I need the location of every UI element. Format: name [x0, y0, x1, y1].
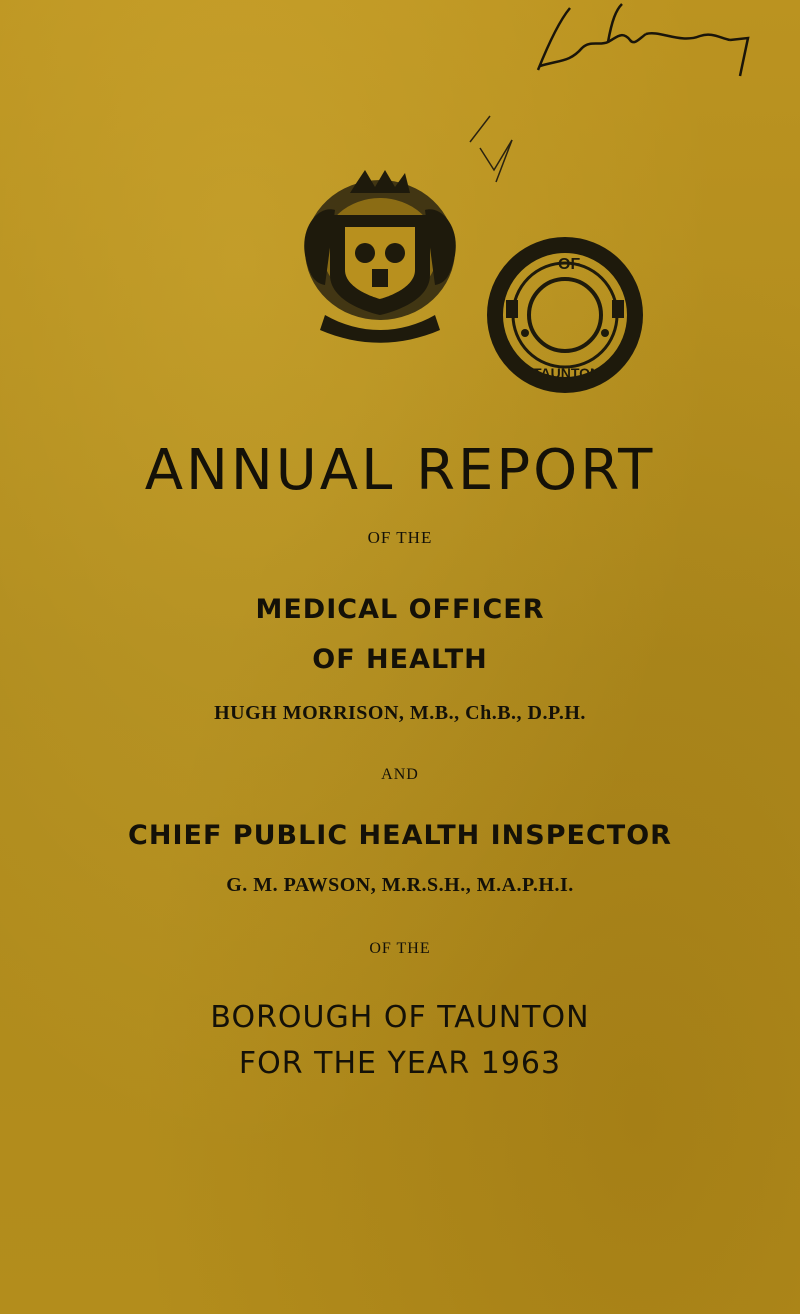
of-the-line-1: OF THE [367, 528, 433, 547]
borough-name: BOROUGH OF TAUNTON [210, 1000, 590, 1035]
report-year: FOR THE YEAR 1963 [238, 1046, 562, 1081]
of-the-line-2: OF THE [369, 940, 431, 957]
coat-of-arms-emblem [304, 170, 456, 343]
inspector-heading: CHIEF PUBLIC HEALTH INSPECTOR [128, 820, 672, 851]
medical-officer-heading-line-1: MEDICAL OFFICER [255, 594, 545, 625]
seal-text-top: OF [558, 256, 581, 273]
report-title: ANNUAL REPORT [144, 438, 656, 503]
handwritten-annotation [530, 0, 760, 80]
medical-officer-name: HUGH MORRISON, M.B., Ch.B., D.P.H. [214, 702, 586, 724]
inspector-name: G. M. PAWSON, M.R.S.H., M.A.P.H.I. [226, 874, 574, 896]
seal-ring [495, 245, 635, 385]
medical-officer-heading-line-2: OF HEALTH [312, 644, 488, 675]
borough-crest [300, 165, 660, 410]
and-separator: AND [381, 766, 419, 783]
seal-text-bottom: TAUNTON [533, 365, 601, 381]
